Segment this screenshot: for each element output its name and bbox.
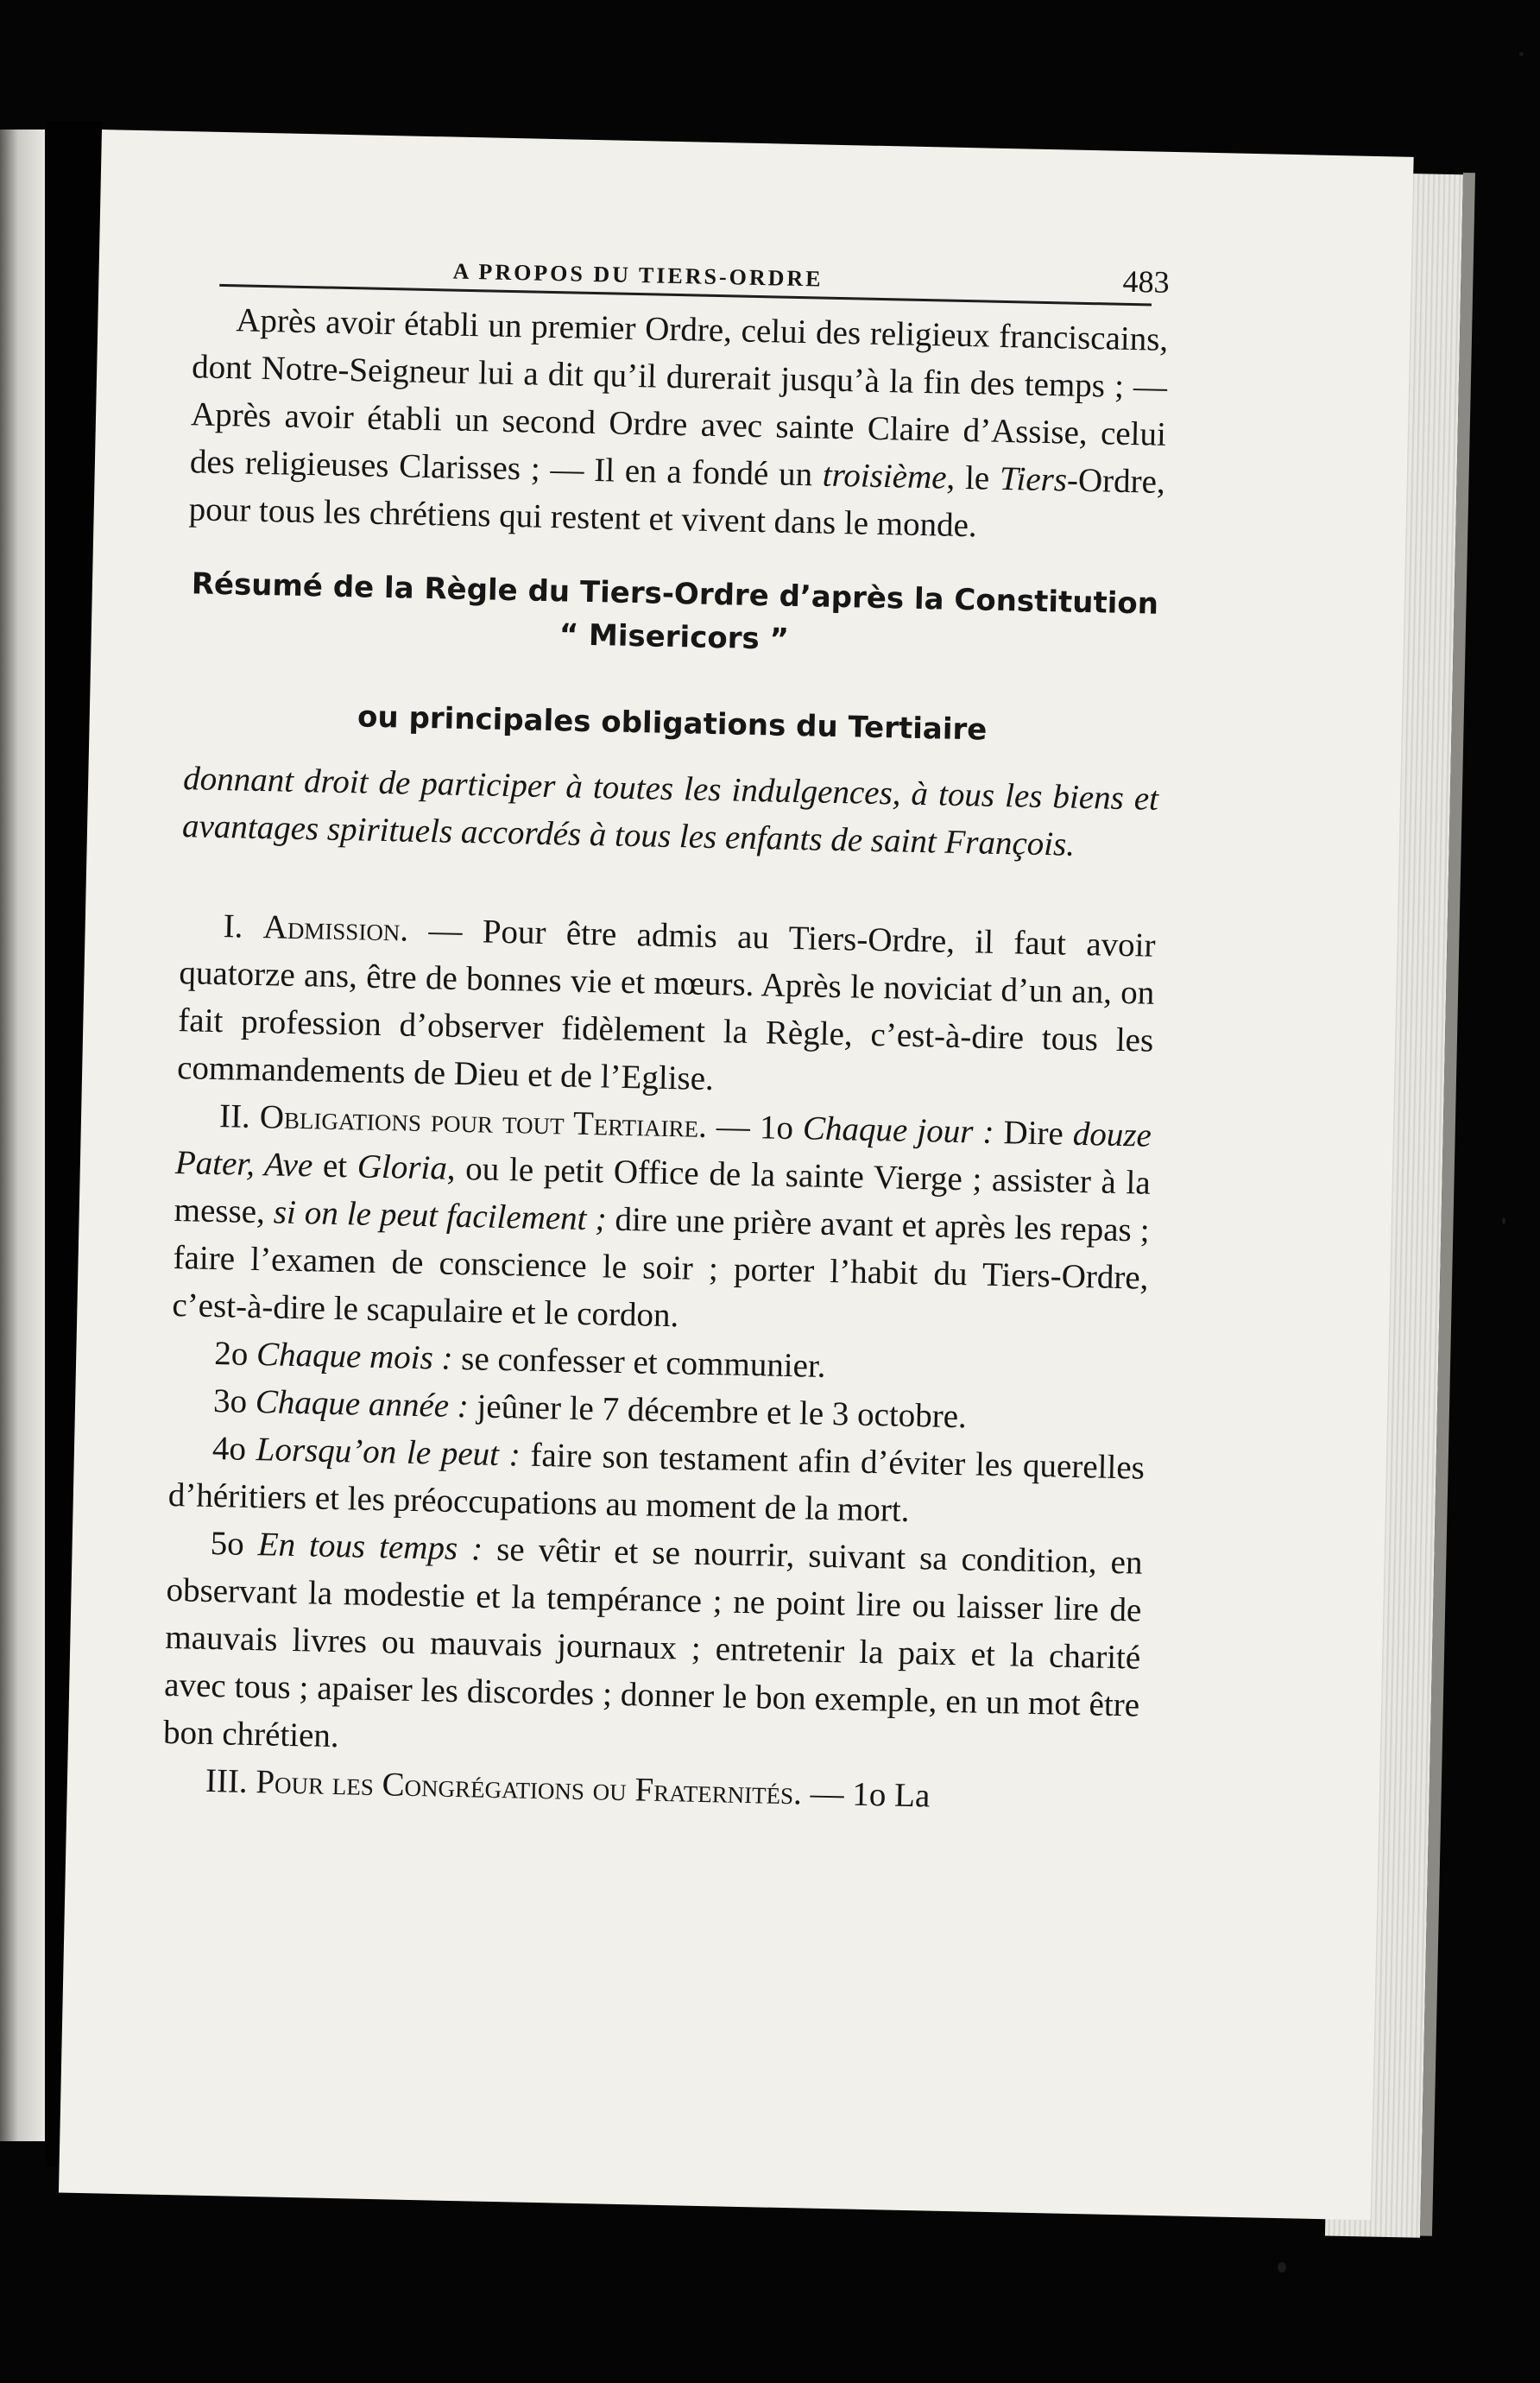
section-text: dire une prière avant et après les repas ; faire l’examen de conscience le soir ; porter l’habit du Tiers-Ordre, c’est-à-dire le scapulaire et le cordon. bbox=[172, 1200, 1151, 1335]
section-text: Dire bbox=[994, 1113, 1074, 1153]
dust-speck bbox=[1502, 1217, 1505, 1224]
emphasis-text: Chaque jour : bbox=[802, 1109, 994, 1151]
item-text: jeûner le 7 décembre et le 3 octobre. bbox=[468, 1387, 968, 1436]
section-number: I. bbox=[223, 907, 264, 946]
running-title: A PROPOS DU TIERS-ORDRE bbox=[452, 258, 824, 292]
item-number: 3o bbox=[212, 1382, 256, 1421]
emphasis-text: Chaque mois : bbox=[256, 1336, 453, 1377]
book-page bbox=[59, 130, 1414, 2220]
emphasis-text: Chaque année : bbox=[255, 1383, 470, 1425]
section-label: Admission. bbox=[262, 908, 409, 949]
page-content bbox=[161, 226, 1170, 1824]
dust-speck bbox=[1519, 52, 1524, 56]
section-obligations bbox=[172, 1091, 1152, 1350]
item-number: 5o bbox=[210, 1524, 259, 1564]
intro-text: Après avoir établi un premier Ordre, celui des religieux franciscains, dont Notre-Seigneur lui a dit qu’il durerait jusqu’à la fin des temps ; — Après avoir établi un second Ordre avec sainte Claire d’Assise, celui des religieuses Clarisses ; — Il en a fondé un bbox=[189, 301, 1169, 494]
item-text: faire son testament afin d’éviter les querelles d’héritiers et les préoccupations au moment de la mort. bbox=[167, 1436, 1146, 1529]
emphasis-text: douze Pater, Ave bbox=[174, 1115, 1152, 1185]
heading-line-2: “ Misericors ” bbox=[559, 617, 790, 657]
section-text: et bbox=[312, 1147, 358, 1185]
section-text: — 1o La bbox=[801, 1774, 931, 1815]
heading-line-1: Résumé de la Règle du Tiers-Ordre d’après la Constitution bbox=[191, 566, 1159, 622]
obligation-always bbox=[163, 1519, 1144, 1777]
emphasis-text: En tous temps : bbox=[257, 1526, 483, 1568]
emphasis-text: Gloria bbox=[357, 1147, 448, 1187]
dust-speck bbox=[1278, 2262, 1286, 2272]
italic-note: donnant droit de participer à toutes les indulgences, à tous les biens et avantages spirituels accordés à tous les enfants de saint François. bbox=[181, 760, 1159, 863]
section-heading bbox=[186, 562, 1163, 669]
section-subtitle: ou principales obligations du Tertiaire bbox=[357, 699, 988, 748]
intro-emphasis-tiers: Tiers- bbox=[999, 459, 1079, 499]
section-text: , ou le petit Office de la sainte Vierge ; assister à la messe, bbox=[174, 1149, 1152, 1231]
item-number: 2o bbox=[213, 1335, 257, 1374]
section-label: Obligations pour tout Tertiaire. bbox=[259, 1098, 708, 1145]
item-text: se vêtir et se nourrir, suivant sa condition, en observant la modestie et la tempérance ; ne point lire ou laisser lire de mauvais livres ou mauvais journaux ; entretenir la paix et la charité avec tous ; apaiser les discordes ; donner le bon exemple, en un mot être bon chrétien. bbox=[162, 1530, 1143, 1755]
page-number: 483 bbox=[1122, 263, 1170, 300]
intro-paragraph bbox=[188, 295, 1169, 553]
item-number: 4o bbox=[211, 1430, 257, 1469]
intro-emphasis: troisième bbox=[822, 456, 948, 496]
section-number: III. bbox=[205, 1761, 256, 1801]
emphasis-text: si on le peut facilement ; bbox=[273, 1193, 607, 1238]
section-text: — 1o bbox=[706, 1107, 804, 1147]
intro-text-end: Ordre, pour tous les chrétiens qui restent et vivent dans le monde. bbox=[188, 461, 1166, 545]
left-page-edge bbox=[0, 130, 45, 2141]
item-text: se confesser et communier. bbox=[452, 1339, 826, 1385]
section-number: II. bbox=[218, 1097, 261, 1136]
section-label: Pour les Congrégations ou Fraternités. bbox=[255, 1763, 803, 1812]
section-admission bbox=[177, 901, 1156, 1112]
intro-text-mid: , le bbox=[946, 458, 1000, 497]
emphasis-text: Lorsqu’on le peut : bbox=[256, 1431, 521, 1474]
section-text: — Pour être admis au Tiers-Ordre, il faut avoir quatorze ans, être de bonnes vie et mœurs. Après le noviciat d’un an, on fait profession d’observer fidèlement la Règle, c’est-à-dire tous les commandements de Dieu et de l’Eglise. bbox=[176, 911, 1156, 1098]
